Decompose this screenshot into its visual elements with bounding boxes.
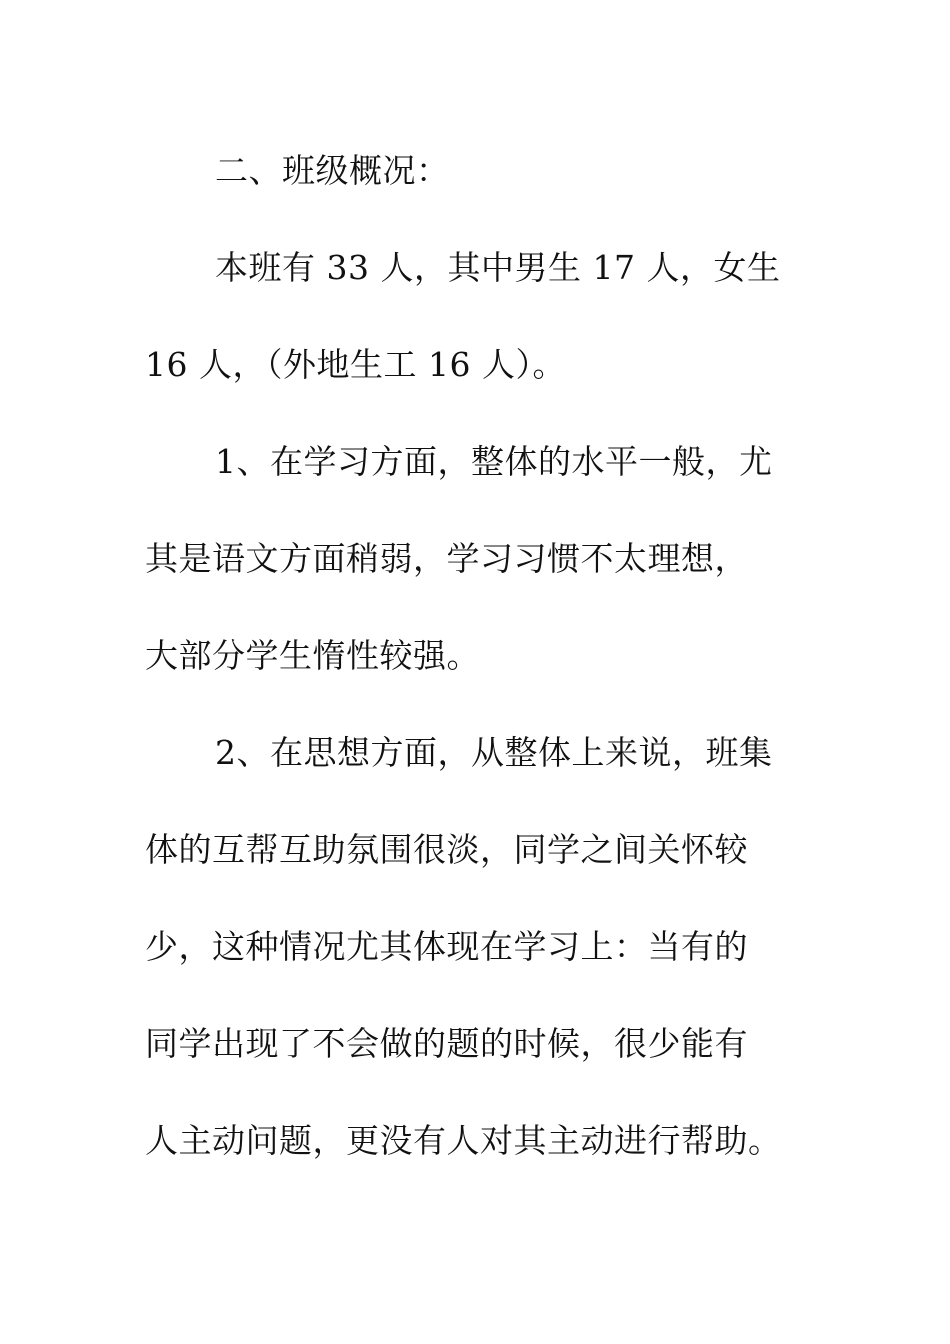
text-line: 少，这种情况尤其体现在学习上：当有的 xyxy=(145,927,748,966)
text-line: 本班有 33 人，其中男生 17 人，女生 xyxy=(215,248,781,287)
class-size-paragraph xyxy=(145,219,805,413)
text-line: 体的互帮互助氛围很淡，同学之间关怀较 xyxy=(145,830,748,869)
text-line: 其是语文方面稍弱，学习习惯不太理想， xyxy=(145,539,748,578)
section-heading xyxy=(145,122,805,219)
text-line: 2、在思想方面，从整体上来说，班集 xyxy=(215,733,773,772)
text-line: 同学出现了不会做的题的时候，很少能有 xyxy=(145,1024,748,1063)
text-line: 大部分学生惰性较强。 xyxy=(145,636,480,675)
text-line: 人主动问题，更没有人对其主动进行帮助。 xyxy=(145,1121,782,1160)
document-body xyxy=(145,122,805,1189)
text-line: 二、班级概况： xyxy=(215,151,450,190)
text-line: 16 人，（外地生工 16 人）。 xyxy=(145,345,566,384)
text-line: 1、在学习方面，整体的水平一般，尤 xyxy=(215,442,773,481)
thought-paragraph xyxy=(145,704,805,1189)
study-paragraph xyxy=(145,413,805,704)
